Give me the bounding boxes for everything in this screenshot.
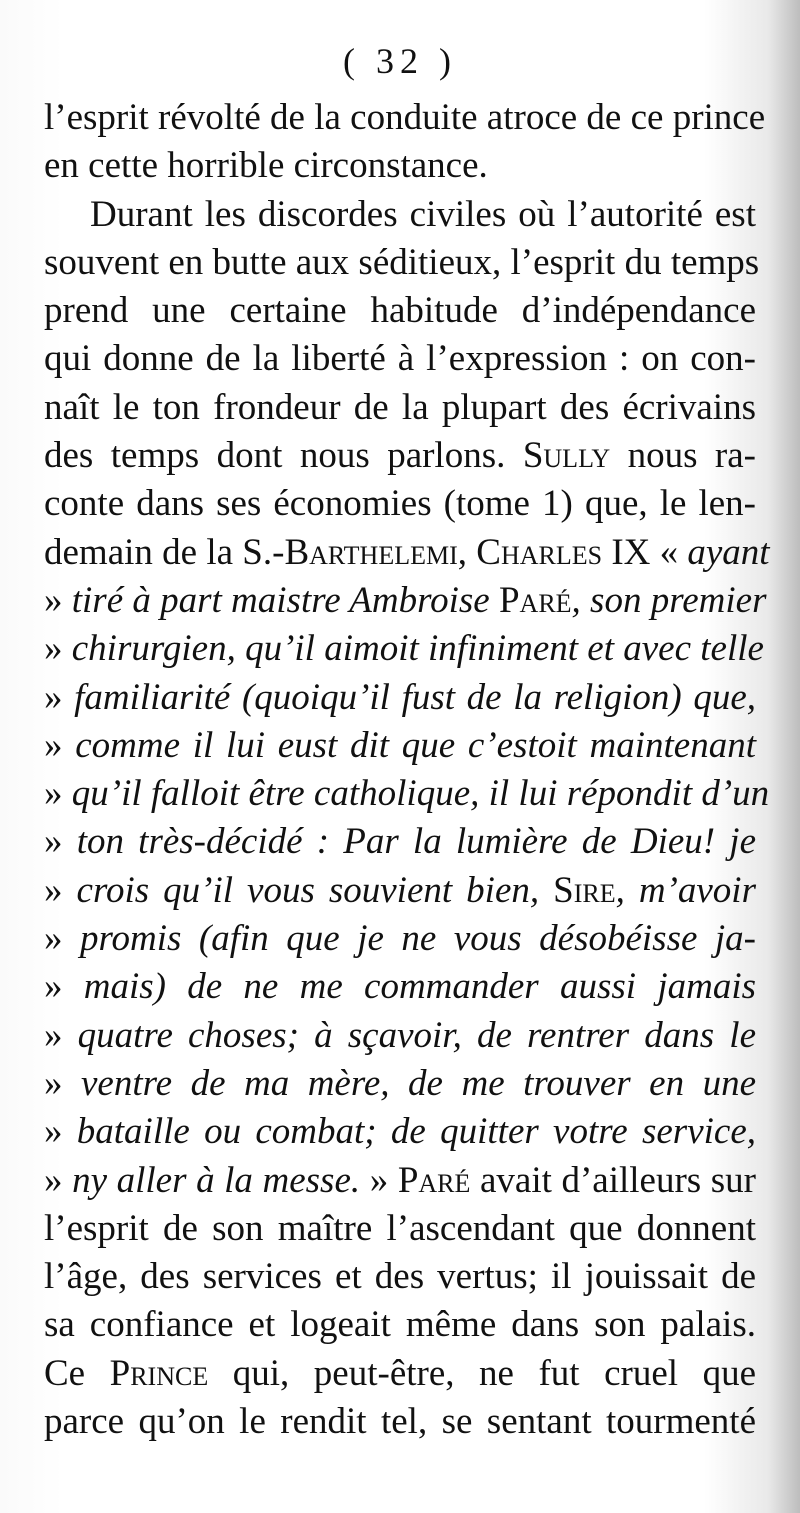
text-line — [44, 915, 756, 963]
text-segment: bataille ou combat; de quitter votre service, — [76, 1111, 756, 1153]
text-line — [44, 94, 766, 142]
text-line — [44, 142, 756, 190]
text-segment: l’esprit révolté de la conduite atroce de ce prince — [44, 97, 766, 138]
text-segment: crois qu’il vous souvient bien, — [76, 869, 554, 911]
text-segment: ayant — [687, 531, 770, 573]
body-text — [44, 94, 770, 1446]
text-segment: » — [44, 628, 72, 670]
text-segment: nous ra- — [610, 435, 756, 477]
text-line — [44, 770, 770, 818]
text-segment: Barthelemi — [284, 531, 458, 573]
text-line — [44, 1350, 756, 1398]
text-segment: parce qu’on le rendit tel, se sentant tourmenté — [44, 1401, 756, 1443]
text-line — [44, 1253, 756, 1301]
text-segment: » — [44, 1014, 78, 1056]
text-segment: naît le ton frondeur de la plupart des écrivains — [44, 386, 756, 428]
text-segment: qui donne de la liberté à l’expression : on con- — [44, 338, 756, 380]
text-segment: Sully — [522, 435, 611, 477]
text-segment: , m’avoir — [615, 869, 756, 911]
text-line — [44, 867, 756, 915]
text-segment: Prince — [109, 1352, 209, 1394]
text-segment: promis (afin que je ne vous désobéisse ja- — [80, 918, 756, 960]
text-segment: des temps dont nous parlons. — [44, 435, 523, 477]
text-line — [44, 1012, 756, 1060]
text-line — [44, 722, 756, 770]
text-segment: » — [44, 869, 77, 911]
text-segment: , son premier — [571, 579, 767, 621]
text-segment: quatre choses; à sçavoir, de rentrer dans le — [77, 1014, 756, 1056]
text-segment: » — [44, 773, 72, 815]
text-segment: » — [44, 821, 77, 863]
text-segment: l’esprit de son maître l’ascendant que donnent — [44, 1207, 756, 1249]
text-segment: Sire — [553, 869, 616, 911]
text-line — [44, 577, 767, 625]
text-line — [44, 1205, 756, 1253]
text-segment: , — [457, 531, 477, 573]
text-segment: ny aller à la messe. — [72, 1159, 361, 1201]
text-line — [44, 287, 756, 335]
text-line — [44, 529, 770, 577]
text-line — [44, 1157, 756, 1205]
text-line — [44, 335, 756, 383]
text-segment: Paré — [397, 1159, 471, 1201]
text-segment: » — [44, 676, 75, 718]
text-segment: familiarité (quoiqu’il fust de la religion) que, — [74, 676, 756, 718]
text-line — [44, 963, 756, 1011]
text-line — [44, 1108, 756, 1156]
text-segment: » — [44, 1111, 77, 1153]
text-line — [44, 480, 756, 528]
text-segment: » — [44, 918, 80, 960]
text-segment: Paré — [498, 579, 572, 621]
text-line — [44, 432, 756, 480]
text-segment: souvent en butte aux séditieux, l’esprit du temps — [44, 241, 760, 283]
text-line — [44, 1301, 756, 1349]
text-segment: » — [44, 1159, 73, 1201]
text-segment: demain de la S.- — [44, 531, 285, 573]
text-segment: prend une certaine habitude d’indépendance — [44, 290, 756, 332]
text-segment: en cette horrible circonstance. — [44, 145, 488, 187]
text-segment: ventre de ma mère, de me trouver en une — [81, 1062, 757, 1104]
text-segment: tiré à part maistre Ambroise — [71, 579, 499, 621]
text-segment: » — [44, 1062, 81, 1104]
text-segment: » — [44, 579, 72, 621]
text-segment: comme il lui eust dit que c’estoit maintenant — [75, 724, 756, 766]
text-segment: sa confiance et logeait même dans son palais. — [44, 1304, 756, 1346]
text-line — [44, 674, 756, 722]
text-segment: » — [44, 724, 76, 766]
text-segment: qui, peut-être, ne fut cruel que — [208, 1352, 757, 1394]
text-line — [44, 239, 760, 287]
text-line — [44, 1398, 756, 1446]
text-segment: « — [650, 531, 688, 573]
text-segment: conte dans ses économies (tome 1) que, le len- — [44, 483, 756, 525]
text-segment: Durant les discordes civiles où l’autorité est — [90, 193, 756, 235]
text-segment: avait d’ailleurs sur — [470, 1159, 756, 1201]
text-segment: » — [360, 1159, 398, 1201]
text-segment: Ce — [44, 1352, 110, 1394]
page-number: ( 32 ) — [343, 41, 457, 81]
text-segment: qu’il falloit être catholique, il lui répondit d’un — [71, 773, 770, 815]
text-segment: l’âge, des services et des vertus; il jouissait de — [44, 1256, 756, 1298]
text-segment: chirurgien, qu’il aimoit infiniment et avec telle — [71, 628, 764, 670]
text-line — [44, 1060, 756, 1108]
text-line — [44, 384, 756, 432]
text-line — [44, 625, 764, 673]
text-segment: Charles IX — [476, 531, 651, 573]
text-segment: ton très-décidé : Par la lumière de Dieu! je — [76, 821, 756, 863]
text-segment: » — [44, 966, 84, 1008]
text-line — [44, 191, 756, 239]
text-segment: mais) de ne me commander aussi jamais — [83, 966, 756, 1008]
text-line — [44, 818, 756, 866]
